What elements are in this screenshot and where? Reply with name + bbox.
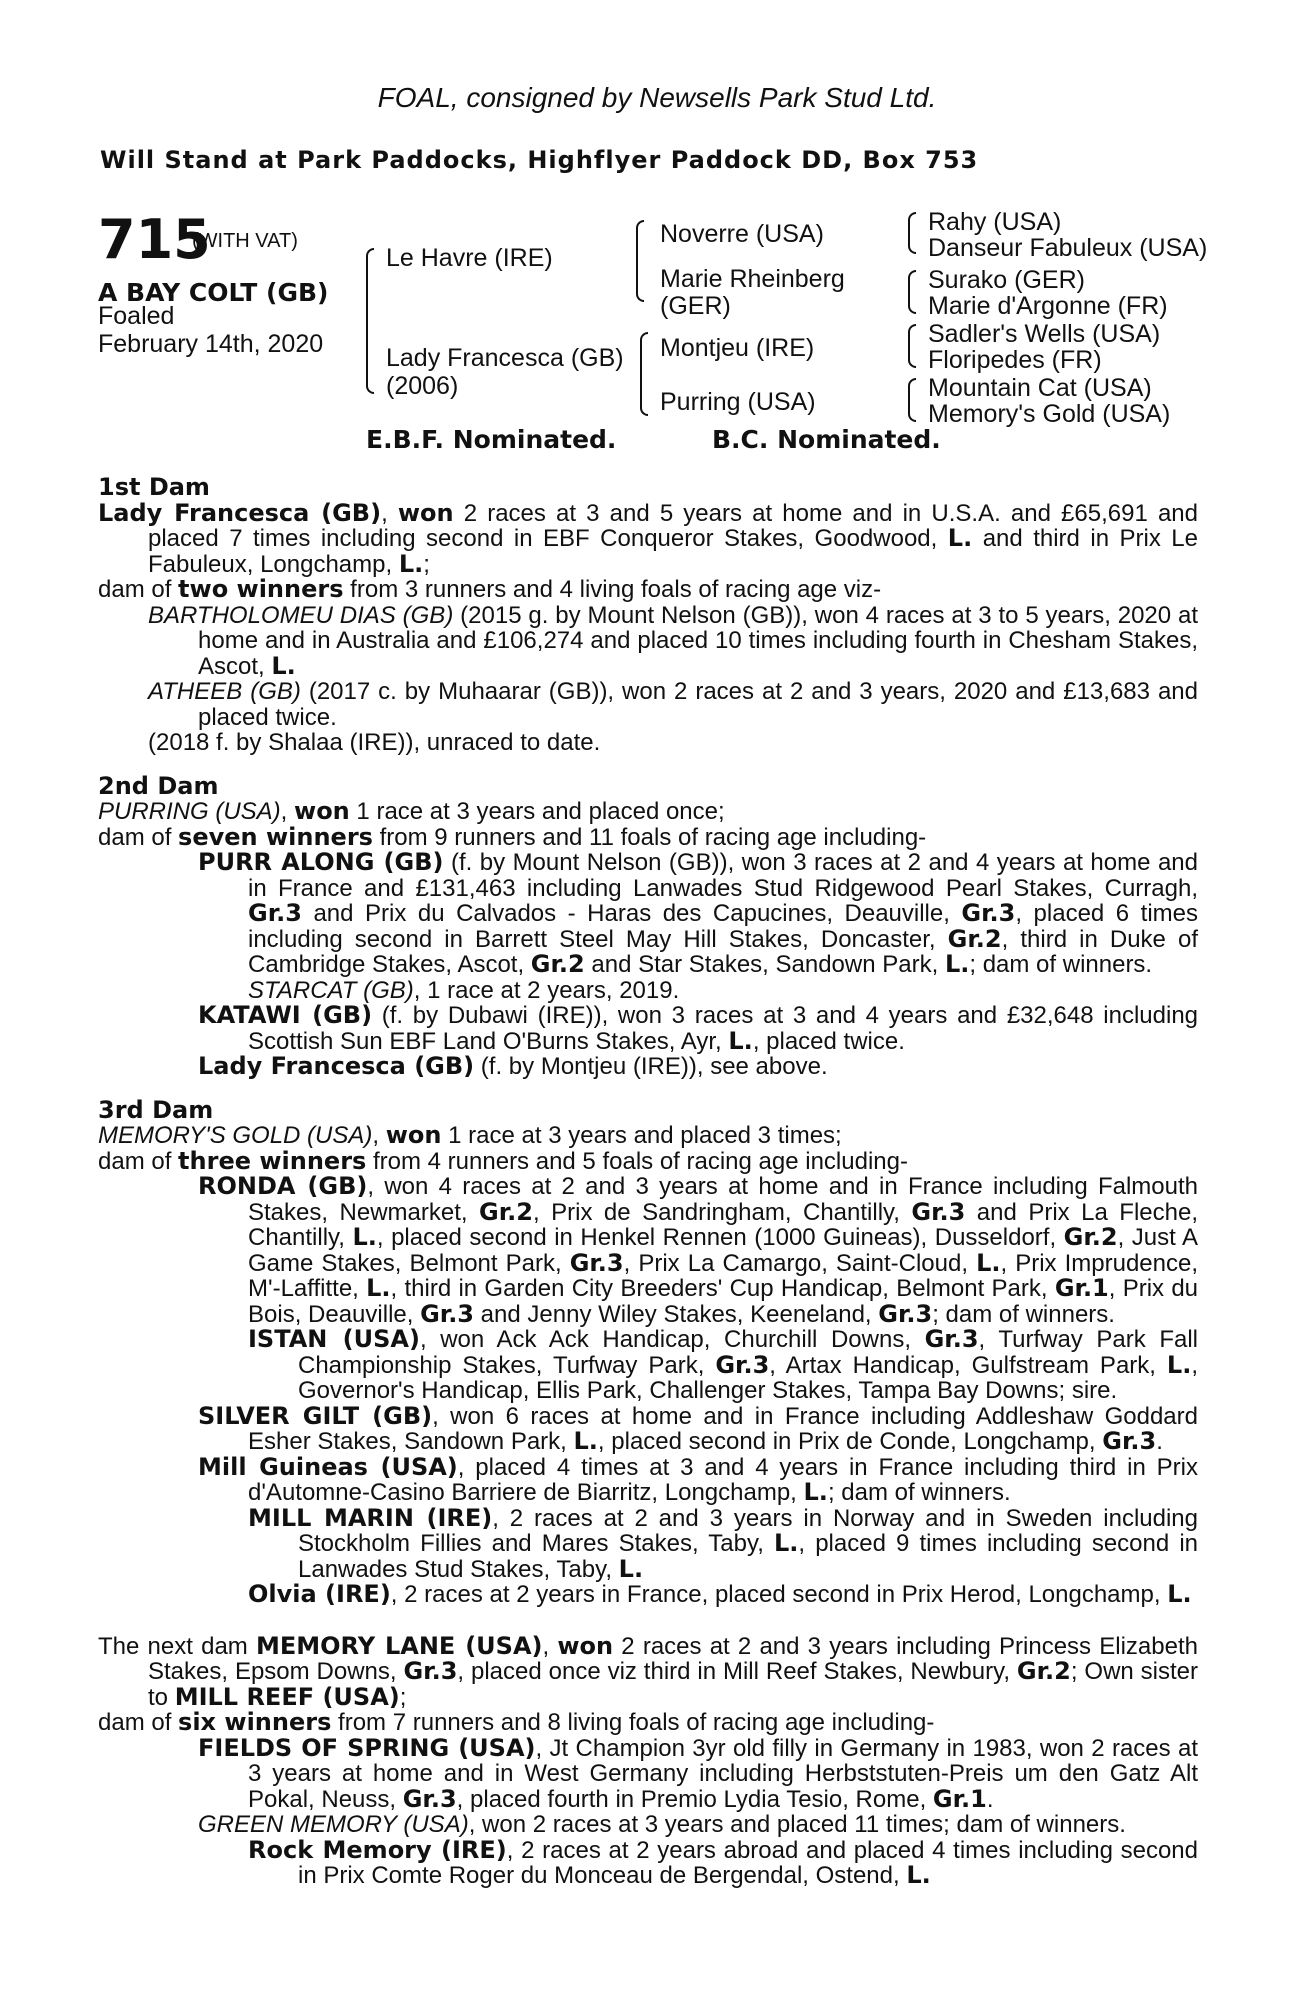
produce-entry: Olvia (IRE), 2 races at 2 years in France, placed second in Prix Herod, Longchamp, L. (248, 1580, 1192, 1608)
produce-entry: MILL MARIN (IRE), 2 races at 2 and 3 years in Norway and in Sweden including Stockholm Fillies and Mares Stakes, Taby, L., placed 9 times including second in Lanwades Stud Stakes, Taby, L. (248, 1503, 1199, 1583)
produce-entry: RONDA (GB), won 4 races at 2 and 3 years at home and in France including Falmouth Stakes, Newmarket, Gr.2, Prix de Sandringham, Chantilly, Gr.3 and Prix La Fleche, Chantilly, L., placed second in Henkel Rennen (1000 Guineas), Dusseldorf, Gr.2, Just A Game Stakes, Belmont Park, Gr.3, Prix La Camargo, Saint-Cloud, L., Prix Imprudence, M'-Laffitte, L., third in Garden City Breeders' Cup Handicap, Belmont Park, Gr.1, Prix du Bois, Deauville, Gr.3 and Jenny Wiley Stakes, Keeneland, Gr.3; dam of winners. (198, 1172, 1199, 1328)
location-line: Will Stand at Park Paddocks, Highflyer Paddock DD, Box 753 (100, 146, 979, 174)
third-dam-heading: 3rd Dam (98, 1095, 214, 1124)
ebf-nominated: E.B.F. Nominated. (366, 425, 617, 454)
produce-entry: (2018 f. by Shalaa (IRE)), unraced to date. (148, 729, 601, 756)
pedigree-bracket (640, 332, 648, 416)
produce-record (98, 475, 1198, 1889)
pedigree-sds: Surako (GER) (928, 266, 1085, 294)
consignor-line: FOAL, consigned by Newsells Park Stud Ltd. (377, 82, 937, 113)
next-dam-summary: dam of six winners from 7 runners and 8 living foals of racing age including- (98, 1708, 935, 1736)
pedigree-sire: Le Havre (IRE) (386, 244, 553, 272)
pedigree-bracket (908, 270, 916, 314)
lot-title: A BAY COLT (GB) (98, 278, 329, 307)
produce-entry: Lady Francesca (GB) (f. by Montjeu (IRE)), see above. (198, 1052, 828, 1080)
produce-entry: Rock Memory (IRE), 2 races at 2 years abroad and placed 4 times including second in Prix Comte Roger du Monceau de Bergendal, Ostend, L. (248, 1835, 1199, 1889)
produce-entry: FIELDS OF SPRING (USA), Jt Champion 3yr old filly in Germany in 1983, won 2 races at 3 years at home and in West Germany including Herbststuten-Preis um den Gatz Alt Pokal, Neuss, Gr.3, placed fourth in Premio Lydia Tesio, Rome, Gr.1. (198, 1733, 1199, 1813)
produce-entry: KATAWI (GB) (f. by Dubawi (IRE)), won 3 races at 3 and 4 years and £32,648 including Scottish Sun EBF Land O'Burns Stakes, Ayr, L., placed twice. (198, 1001, 1199, 1055)
produce-entry: STARCAT (GB), 1 race at 2 years, 2019. (248, 976, 680, 1004)
foaled-info (98, 302, 323, 358)
produce-entry: PURR ALONG (GB) (f. by Mount Nelson (GB)), won 3 races at 2 and 4 years at home and in France and £131,463 including Lanwades Stud Ridgewood Pearl Stakes, Curragh, Gr.3 and Prix du Calvados - Haras des Capucines, Deauville, Gr.3, placed 6 times including second in Barrett Steel May Hill Stakes, Doncaster, Gr.2, third in Duke of Cambridge Stakes, Ascot, Gr.2 and Star Stakes, Sandown Park, L.; dam of winners. (198, 848, 1198, 978)
pedigree-sd: Marie Rheinberg (660, 265, 845, 293)
pedigree-bracket (908, 378, 916, 422)
pedigree-dss: Sadler's Wells (USA) (928, 320, 1161, 348)
pedigree-dam: Lady Francesca (GB) (386, 344, 624, 372)
pedigree-bracket (636, 220, 644, 302)
pedigree-ds: Montjeu (IRE) (660, 334, 815, 362)
next-dam-record: The next dam MEMORY LANE (USA), won 2 races at 2 and 3 years including Princess Elizabeth Stakes, Epsom Downs, Gr.3, placed once viz third in Mill Reef Stakes, Newbury, Gr.2; Own sister to MILL REEF (USA); (98, 1631, 1199, 1711)
second-dam-heading: 2nd Dam (98, 771, 219, 800)
first-dam-summary: dam of two winners from 3 runners and 4 living foals of racing age viz- (98, 575, 882, 603)
produce-entry: Mill Guineas (USA), placed 4 times at 3 and 4 years in France including third in Prix d'Automne-Casino Barriere de Biarritz, Longchamp, L.; dam of winners. (198, 1452, 1198, 1506)
produce-entry: ATHEEB (GB) (2017 c. by Muhaarar (GB)), won 2 races at 2 and 3 years, 2020 and £13,683 and placed twice. (148, 678, 1198, 731)
pedigree-ss: Noverre (USA) (660, 220, 824, 248)
pedigree-dd: Purring (USA) (660, 388, 816, 416)
third-dam-record: MEMORY'S GOLD (USA), won 1 race at 3 years and placed 3 times; (98, 1121, 842, 1149)
produce-entry: SILVER GILT (GB), won 6 races at home and in France including Addleshaw Goddard Esher Stakes, Sandown Park, L., placed second in Prix de Conde, Longchamp, Gr.3. (198, 1401, 1198, 1455)
first-dam-heading: 1st Dam (98, 473, 210, 501)
pedigree-ddd: Memory's Gold (USA) (928, 400, 1171, 428)
third-dam-summary: dam of three winners from 4 runners and 5 foals of racing age including- (98, 1146, 908, 1175)
first-dam-record: Lady Francesca (GB), won 2 races at 3 and 5 years at home and in U.S.A. and £65,691 and placed 7 times including second in EBF Conqueror Stakes, Goodwood, L. and third in Prix Le Fabuleux, Longchamp, L.; (98, 498, 1199, 578)
pedigree-sss: Rahy (USA) (928, 208, 1062, 236)
second-dam-record: PURRING (USA), won 1 race at 3 years and placed once; (98, 797, 725, 825)
pedigree-bracket (908, 324, 916, 368)
pedigree-bracket (908, 212, 916, 254)
produce-entry: BARTHOLOMEU DIAS (GB) (2015 g. by Mount Nelson (GB)), won 4 races at 3 to 5 years, 2020 at home and in Australia and £106,274 and placed 10 times including fourth in Chesham Stakes, Ascot, L. (148, 601, 1198, 680)
foaled-label: Foaled (98, 302, 175, 330)
foaled-date: February 14th, 2020 (98, 330, 324, 358)
pedigree-sdd: Marie d'Argonne (FR) (928, 292, 1168, 320)
pedigree-dam-year: (2006) (386, 372, 459, 400)
pedigree-ssd: Danseur Fabuleux (USA) (928, 234, 1208, 262)
lot-number: 715 (98, 208, 211, 271)
pedigree-dsd: Floripedes (FR) (928, 346, 1102, 374)
produce-entry: GREEN MEMORY (USA), won 2 races at 3 years and placed 11 times; dam of winners. (198, 1811, 1126, 1838)
produce-entry: ISTAN (USA), won Ack Ack Handicap, Churchill Downs, Gr.3, Turfway Park Fall Championship Stakes, Turfway Park, Gr.3, Artax Handicap, Gulfstream Park, L., Governor's Handicap, Ellis Park, Challenger Stakes, Tampa Bay Downs; sire. (248, 1325, 1199, 1404)
bc-nominated: B.C. Nominated. (712, 425, 941, 454)
pedigree-sd: (GER) (660, 292, 731, 320)
second-dam-summary: dam of seven winners from 9 runners and 11 foals of racing age including- (98, 822, 927, 851)
pedigree-bracket (366, 248, 374, 394)
pedigree-dds: Mountain Cat (USA) (928, 374, 1152, 402)
vat-note: (WITH VAT) (192, 230, 298, 252)
